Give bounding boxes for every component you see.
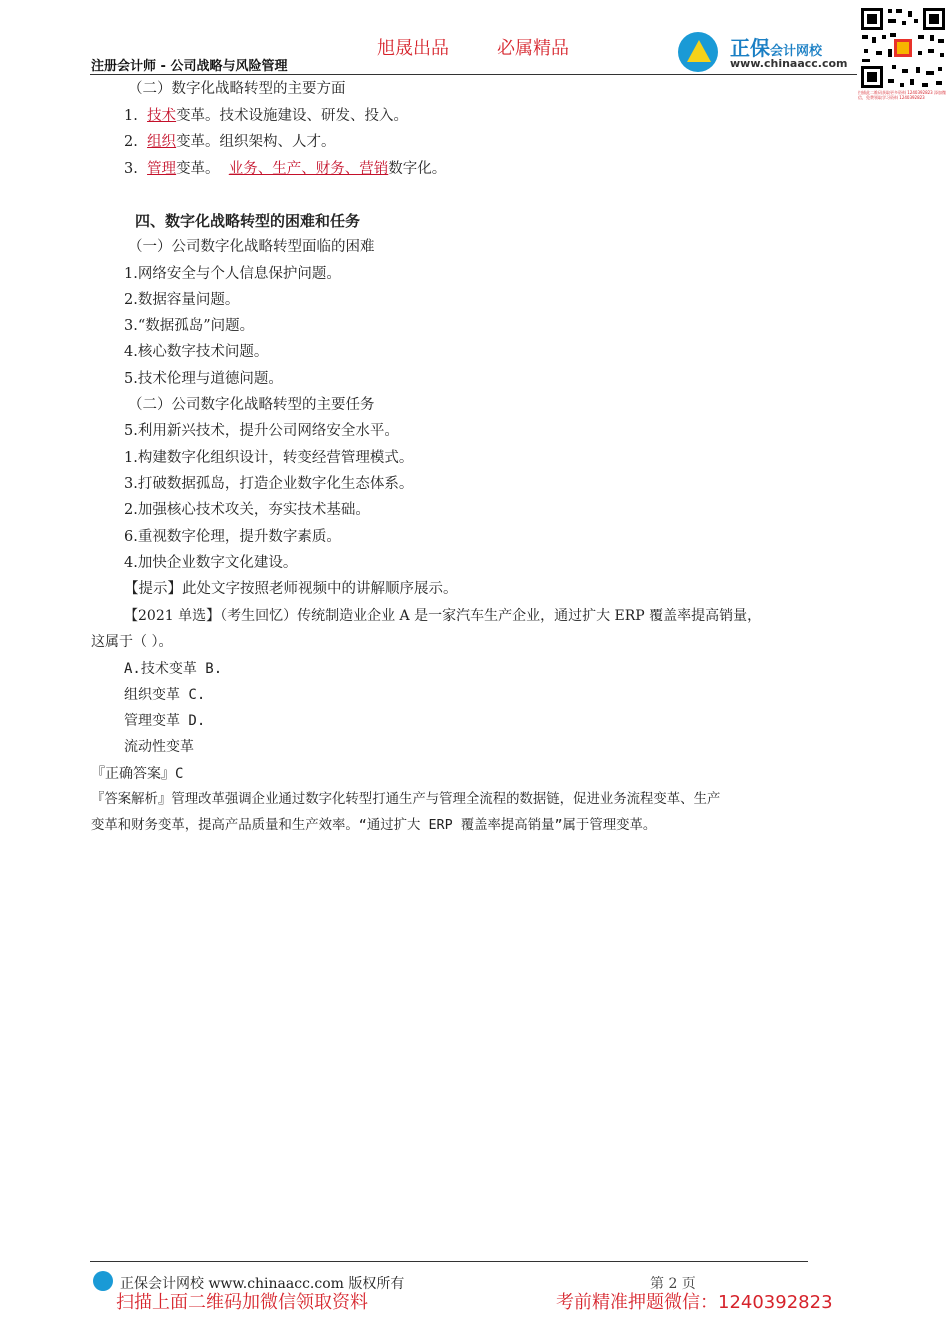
list-item: 5.技术伦理与道德问题。	[124, 371, 283, 387]
answer-option: 管理变革 D.	[124, 713, 206, 729]
list-item: 1.网络安全与个人信息保护问题。	[124, 266, 341, 282]
promo-bottom-right: 考前精准押题微信：1240392823	[556, 1292, 833, 1313]
document-title: 注册会计师 - 公司战略与风险管理	[91, 59, 288, 74]
question-text: 【2021 单选】（考生回忆）传统制造业企业 A 是一家汽车生产企业，通过扩大 ERP 覆盖率提高销量，	[124, 608, 762, 624]
list-item: 2. 组织变革。组织架构、人才。	[124, 134, 336, 150]
section-heading: （二）公司数字化战略转型的主要任务	[128, 397, 375, 413]
header-divider	[90, 74, 857, 75]
footer-logo-icon	[93, 1271, 113, 1291]
section-heading: （一）公司数字化战略转型面临的困难	[128, 239, 375, 255]
question-text: 这属于（ ）。	[91, 634, 173, 650]
list-item: 3. 管理变革。 业务、生产、财务、营销数字化。	[124, 161, 447, 177]
list-item: 4.核心数字技术问题。	[124, 344, 269, 360]
footer-divider	[90, 1261, 808, 1262]
list-item: 1.构建数字化组织设计，转变经营管理模式。	[124, 450, 414, 466]
list-item: 1. 技术变革。技术设施建设、研发、投入。	[124, 108, 409, 124]
promo-top-right: 必属精品	[497, 38, 569, 59]
promo-top-left: 旭晟出品	[377, 38, 449, 59]
brand-logo	[678, 30, 858, 74]
logo-name: 正保会计网校	[730, 36, 823, 60]
page-number: 第 2 页	[650, 1276, 696, 1292]
promo-bottom-left: 扫描上面二维码加微信领取资料	[116, 1292, 368, 1313]
list-item: 4.加快企业数字文化建设。	[124, 555, 298, 571]
answer-option: 流动性变革	[124, 739, 194, 755]
list-item: 3.打破数据孤岛，打造企业数字化生态体系。	[124, 476, 414, 492]
logo-url: www.chinaacc.com	[730, 57, 848, 70]
answer-analysis: 变革和财务变革，提高产品质量和生产效率。“通过扩大 ERP 覆盖率提高销量”属于管理变革。	[91, 818, 657, 833]
chapter-heading: 四、数字化战略转型的困难和任务	[135, 212, 361, 230]
list-item: 5.利用新兴技术，提升公司网络安全水平。	[124, 423, 399, 439]
logo-triangle-icon	[687, 40, 711, 62]
answer-option: A.技术变革 B.	[124, 661, 223, 677]
answer-option: 组织变革 C.	[124, 687, 206, 703]
list-item: 6.重视数字伦理，提升数字素质。	[124, 529, 341, 545]
footer-copyright: 正保会计网校 www.chinaacc.com 版权所有	[120, 1276, 405, 1292]
list-item: 2.加强核心技术攻关，夯实技术基础。	[124, 502, 370, 518]
section-heading: （二）数字化战略转型的主要方面	[128, 81, 346, 97]
tip-note: 【提示】此处文字按照老师视频中的讲解顺序展示。	[124, 581, 458, 597]
list-item: 2.数据容量问题。	[124, 292, 240, 308]
list-item: 3.“数据孤岛”问题。	[124, 318, 255, 334]
qr-caption: 扫描此二维码获取更多资料 1240392823 添加微信，免费领取学习资料 1240392823	[858, 90, 946, 100]
correct-answer: 『正确答案』C	[91, 766, 184, 782]
answer-analysis: 『答案解析』管理改革强调企业通过数字化转型打通生产与管理全流程的数据链，促进业务流程变革、生产	[91, 792, 721, 807]
